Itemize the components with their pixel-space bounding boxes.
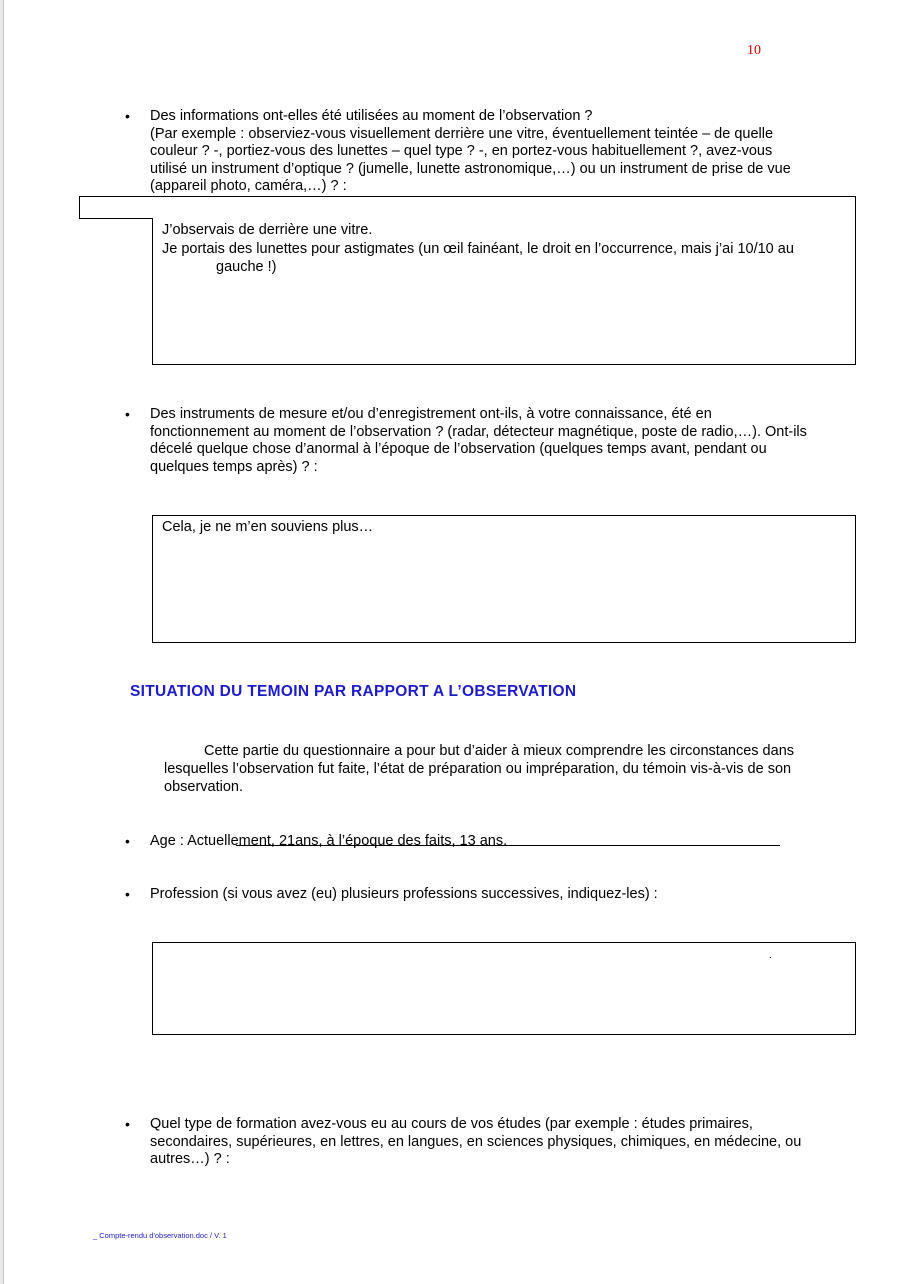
bullet-q1: • [125,108,130,124]
question-line: couleur ? -, portiez-vous des lunettes – quel type ? -, en portez-vous habituellement ?, avez-vous [150,143,773,159]
question-optical-info [150,108,791,196]
answer-mark: . [769,950,772,961]
question-formation [150,1116,801,1169]
bullet-q2: • [125,406,130,422]
question-profession: Profession (si vous avez (eu) plusieurs professions successives, indiquez-les) : [150,886,658,902]
bullet-age: • [125,833,130,849]
section-heading: SITUATION DU TEMOIN PAR RAPPORT A L’OBSERVATION [130,683,577,700]
intro-paragraph: Cette partie du questionnaire a pour but d’aider à mieux comprendre les circonstances dans lesquelles l’observation fut faite, l’état de préparation ou impréparation, du témoin vis-à-vis de son observation. [164,743,795,795]
question-line: quelques temps après) ? : [150,458,318,475]
answer-line: gauche !) [216,259,277,275]
bullet-profession: • [125,886,130,902]
answer-line: Je portais des lunettes pour astigmates (un œil fainéant, le droit en l’occurrence, mais j’ai 10/10 au [162,240,794,257]
question-line: autres…) ? : [150,1151,230,1167]
question-line: (appareil photo, caméra,…) ? : [150,178,347,194]
age-underline [236,845,780,846]
footer-filename: _ Compte-rendu d'observation.doc / V. 1 [93,1231,227,1240]
question-line: fonctionnement au moment de l’observation ? (radar, détecteur magnétique, poste de radio,…). Ont-ils [150,423,807,440]
question-line: secondaires, supérieures, en lettres, en langues, en sciences physiques, chimiques, en médecine, ou [150,1133,802,1150]
question-line: Des informations ont-elles été utilisées au moment de l’observation ? [150,108,593,124]
answer-line: J’observais de derrière une vitre. [162,222,373,238]
question-line: utilisé un instrument d’optique ? (jumelle, lunette astronomique,…) ou un instrument de prise de vue [150,160,791,177]
document-page [3,0,909,1284]
question-instruments [150,406,807,476]
question-line: Des instruments de mesure et/ou d’enregistrement ont-ils, à votre connaissance, été en [150,406,712,422]
page-number: 10 [747,43,761,58]
question-line: Quel type de formation avez-vous eu au cours de vos études (par exemple : études primaires, [150,1116,753,1132]
empty-answer-strip[interactable] [79,196,856,219]
answer-text-optical [162,221,852,277]
answer-box-profession[interactable] [152,942,856,1035]
question-line: décelé quelque chose d’anormal à l’époque de l’observation (quelques temps avant, pendant ou [150,441,767,457]
answer-text-instruments: Cela, je ne m’en souviens plus… [162,519,374,535]
question-line: (Par exemple : observiez-vous visuellement derrière une vitre, éventuellement teintée – de quelle [150,125,774,142]
bullet-formation: • [125,1116,130,1132]
age-line-text: Age : Actuellement, 21ans, à l’époque des faits, 13 ans. [150,833,508,849]
